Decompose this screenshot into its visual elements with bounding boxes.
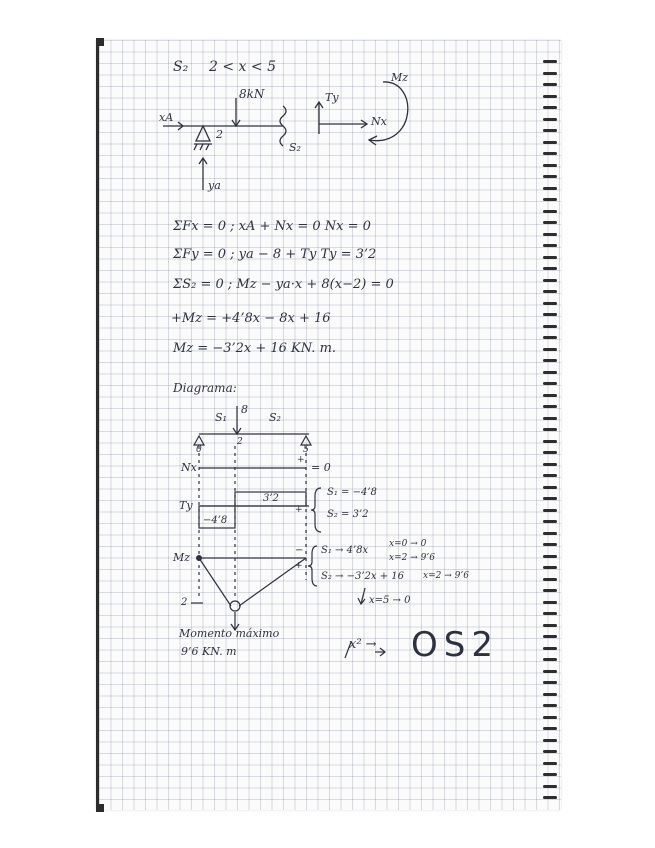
binding-ring: [543, 750, 557, 753]
notebook-page: [96, 40, 561, 810]
binding-ring: [543, 95, 557, 98]
equation-sum-fx: ΣFx = 0 ; xA + Nx = 0 Nx = 0: [173, 219, 371, 234]
ty-s2-result: S₂ = 3’2: [327, 509, 369, 520]
binding-ring: [543, 221, 557, 224]
binding-ring: [543, 244, 557, 247]
spiral-binding: [543, 60, 557, 810]
binding-ring: [543, 164, 557, 167]
ty-s1-result: S₁ = −4’8: [327, 487, 377, 498]
binding-ring: [543, 83, 557, 86]
binding-ring: [543, 624, 557, 627]
binding-ring: [543, 601, 557, 604]
equation-mz-expanded: +Mz = +4’8x − 8x + 16: [171, 311, 331, 326]
binding-ring: [543, 106, 557, 109]
diagram-pos-0: 0: [196, 445, 202, 455]
nx-value: = 0: [311, 461, 331, 474]
binding-ring: [543, 566, 557, 569]
section-range: 2 < x < 5: [209, 59, 276, 75]
mz-s1-expression: S₁ → 4’8x: [321, 545, 369, 556]
binding-ring: [543, 762, 557, 765]
binding-ring: [543, 693, 557, 696]
binding-ring: [543, 198, 557, 201]
binding-ring: [543, 727, 557, 730]
binding-ring: [543, 704, 557, 707]
binding-ring: [543, 152, 557, 155]
binding-ring: [543, 290, 557, 293]
binding-ring: [543, 532, 557, 535]
binding-ring: [543, 486, 557, 489]
binding-ring: [543, 555, 557, 558]
binding-ring: [543, 497, 557, 500]
binding-ring: [543, 785, 557, 788]
binding-ring: [543, 72, 557, 75]
equation-sum-fy: ΣFy = 0 ; ya − 8 + Ty Ty = 3’2: [173, 247, 377, 262]
section-label: S₂: [173, 59, 189, 75]
moment-max-label: Momento máximo: [179, 627, 280, 640]
binding-ring: [543, 371, 557, 374]
binding-ring: [543, 394, 557, 397]
mz-s2-expression: S₂ → −3’2x + 16: [321, 571, 404, 582]
binding-ring: [543, 463, 557, 466]
fbd-s2-label: S₂: [289, 141, 301, 154]
binding-ring: [543, 658, 557, 661]
binding-ring: [543, 233, 557, 236]
binding-ring: [543, 773, 557, 776]
mz-two-marker: 2: [181, 597, 188, 608]
binding-ring: [543, 141, 557, 144]
binding-ring: [543, 382, 557, 385]
mz-s1-at-2: x=2 → 9’6: [389, 553, 435, 563]
moment-max-value: 9’6 KN. m: [181, 645, 237, 658]
binding-ring: [543, 739, 557, 742]
binding-ring: [543, 796, 557, 799]
equation-sum-moment: ΣS₂ = 0 ; Mz − ya·x + 8(x−2) = 0: [173, 277, 394, 292]
diagram-s2-label: S₂: [269, 411, 281, 424]
binding-ring: [543, 405, 557, 408]
binding-ring: [543, 474, 557, 477]
fbd-load-label: 8kN: [239, 87, 265, 101]
binding-ring: [543, 210, 557, 213]
internal-forces-diagram: [99, 40, 561, 810]
binding-ring: [543, 543, 557, 546]
binding-ring: [543, 118, 557, 121]
fbd-point-label: 2: [216, 128, 223, 141]
fbd-nx-label: Nx: [371, 115, 387, 128]
x-squared-note: x² →: [349, 637, 377, 652]
binding-ring: [543, 520, 557, 523]
diagram-title: Diagrama:: [173, 381, 237, 395]
ty-plus-sign: +: [295, 505, 303, 515]
binding-ring: [543, 279, 557, 282]
binding-ring: [543, 589, 557, 592]
binding-ring: [543, 129, 557, 132]
ty-axis-label: Ty: [179, 499, 193, 512]
binding-ring: [543, 348, 557, 351]
ty-positive-value: 3’2: [263, 493, 279, 504]
diagram-pos-2: 2: [237, 437, 243, 447]
ty-negative-value: −4’8: [203, 515, 228, 526]
binding-ring: [543, 440, 557, 443]
binding-ring: [543, 681, 557, 684]
binding-ring: [543, 336, 557, 339]
fbd-ya-label: ya: [208, 179, 221, 192]
diagram-load-label: 8: [241, 403, 248, 416]
mz-s2-at-5: x=5 → 0: [369, 595, 411, 606]
binding-ring: [543, 635, 557, 638]
binding-ring: [543, 187, 557, 190]
binding-ring: [543, 451, 557, 454]
mz-s2-at-2: x=2 → 9’6: [423, 571, 469, 581]
fbd-ty-label: Ty: [325, 91, 339, 104]
binding-ring: [543, 612, 557, 615]
binding-ring: [543, 302, 557, 305]
binding-ring: [543, 647, 557, 650]
binding-ring: [543, 313, 557, 316]
binding-ring: [543, 267, 557, 270]
mz-s1-at-0: x=0 → 0: [389, 539, 427, 549]
oss-note: OS2: [411, 625, 499, 665]
binding-ring: [543, 359, 557, 362]
binding-ring: [543, 60, 557, 63]
diagram-pos-5: 5: [303, 445, 309, 455]
equation-mz-final: Mz = −3’2x + 16 KN. m.: [173, 341, 337, 356]
fbd-mz-label: Mz: [391, 71, 409, 84]
binding-ring: [543, 428, 557, 431]
binding-ring: [543, 509, 557, 512]
binding-ring: [543, 578, 557, 581]
binding-ring: [543, 716, 557, 719]
mz-plus-sign: +: [295, 561, 303, 571]
diagram-s1-label: S₁: [215, 411, 227, 424]
nx-axis-label: Nx: [181, 461, 197, 474]
binding-ring: [543, 670, 557, 673]
mz-minus-sign: −: [295, 545, 304, 556]
binding-ring: [543, 256, 557, 259]
binding-ring: [543, 417, 557, 420]
mz-axis-label: Mz: [173, 551, 191, 564]
binding-ring: [543, 175, 557, 178]
binding-ring: [543, 325, 557, 328]
fbd-xa-label: xA: [159, 111, 174, 124]
nx-plus-sign: +: [297, 455, 305, 465]
